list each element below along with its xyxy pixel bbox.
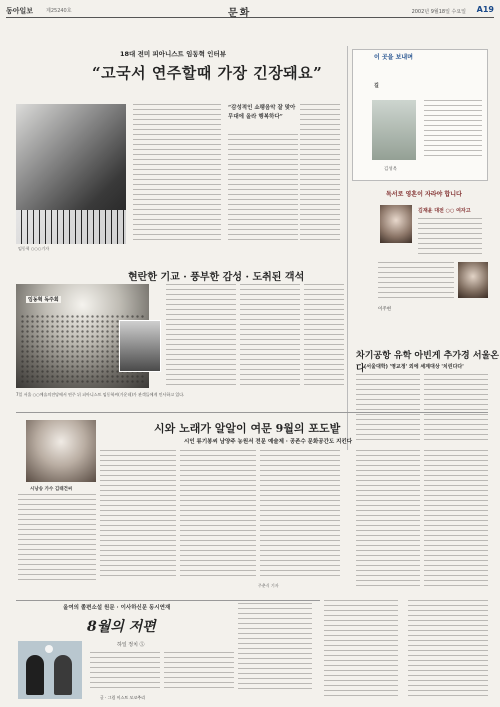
poem-box-title: 이 곳을 보내며 — [374, 54, 413, 61]
second-portrait — [458, 262, 488, 298]
serial-credit: 글 · 그림 이스트 모코추리 — [100, 695, 145, 700]
right-subheadline: (서울대학) '영교정' 외에 세계대상 '치린다다' — [364, 364, 464, 370]
vineyard-body-1 — [18, 494, 96, 584]
columnist-portrait — [380, 205, 412, 243]
lead-pull-quote: “감성적인 쇼팽음악 잘 맞아 무대에 올라 행복하다” — [228, 105, 296, 120]
second-name: 이주현 — [378, 307, 392, 312]
vineyard-byline: 주춘식 기자 — [258, 583, 279, 588]
bottom-body-1 — [324, 600, 398, 700]
edition-number: 제25240호 — [46, 8, 72, 14]
vineyard-body-4 — [260, 450, 340, 580]
serial-text-1 — [90, 652, 160, 692]
lead-kicker: 18대 전미 피아니스트 임동혁 인터뷰 — [120, 50, 227, 58]
serial-text-2 — [164, 652, 234, 692]
serial-title: 8월의 저편 — [87, 619, 156, 635]
lead-headline: “고국서 연주할때 가장 긴장돼요” — [92, 64, 323, 82]
lead-subhead: 현란한 기교 · 풍부한 감성 · 도취된 객석 — [128, 272, 305, 283]
reading-column-text-2 — [378, 262, 454, 302]
serial-text-3 — [238, 603, 312, 693]
section-title: 문화 — [228, 8, 252, 19]
lead-body-column-2 — [228, 134, 298, 244]
pianist-photo-caption: 임동혁 ○○○기자 — [18, 246, 50, 251]
singer-photo-caption: 시낭송 가수 김태건씨 — [30, 487, 73, 492]
serial-author: 하일 정치 ⑤ — [117, 642, 145, 648]
section-rule — [16, 412, 488, 413]
newspaper-logo: 동아일보 — [6, 7, 34, 15]
poem-illustration — [372, 100, 416, 160]
right-body-4 — [424, 450, 488, 590]
illustration-sun — [45, 645, 53, 653]
lead-body-column-6 — [304, 284, 344, 388]
reading-column-headline: 독서로 영혼이 자라야 합니다 — [386, 191, 462, 198]
illustration-figure-right — [54, 655, 72, 695]
right-body-3 — [356, 450, 420, 590]
issue-date: 2002년 9월18일 수요일 — [411, 9, 466, 15]
poem-title: 길 — [374, 83, 379, 89]
page-number: A19 — [476, 5, 494, 14]
right-body-1 — [356, 374, 420, 444]
page-header — [6, 4, 494, 18]
pianist-photo — [16, 104, 126, 244]
lead-photo-caption: 7일 서울 ○○예술의전당에서 연주 뒤 피아니스트 임동혁씨(가운데)가 관객들에게 인사하고 있다. — [16, 392, 185, 397]
column-divider — [347, 46, 348, 450]
poem-author: 김성옥 — [384, 167, 398, 172]
inset-portrait — [119, 320, 161, 372]
concert-byline: 임동혁 독주회 — [28, 297, 59, 303]
piano-keys — [16, 210, 126, 244]
poem-text — [424, 100, 482, 160]
lead-body-column-1 — [133, 104, 221, 244]
vineyard-body-3 — [180, 450, 256, 580]
lead-body-column-5 — [240, 284, 300, 388]
right-body-2 — [424, 374, 488, 444]
vineyard-subheadline: 시인 류기봉씨 남양주 농원서 전문 예술제 · 공존수 문화공간도 지킨다 — [184, 439, 353, 445]
right-headline: 차기공항 유학 아빈게 추가경 서울온다 — [356, 351, 499, 374]
reading-column-text-1 — [418, 218, 482, 258]
singer-photo — [26, 420, 96, 482]
illustration-figure-left — [26, 655, 44, 695]
bottom-body-2 — [408, 600, 488, 700]
lead-body-column-4 — [166, 284, 236, 388]
vineyard-headline: 시와 노래가 알알이 여문 9월의 포도밭 — [154, 422, 341, 435]
serial-illustration — [18, 641, 82, 699]
serial-kicker: 올여의 졸편소설 원문 · 이사하신문 동시연재 — [63, 605, 171, 611]
lead-body-column-3 — [300, 104, 340, 244]
vineyard-body-2 — [100, 450, 176, 580]
columnist-name: 김재윤 대전 ○○ 여자고 — [418, 208, 471, 214]
